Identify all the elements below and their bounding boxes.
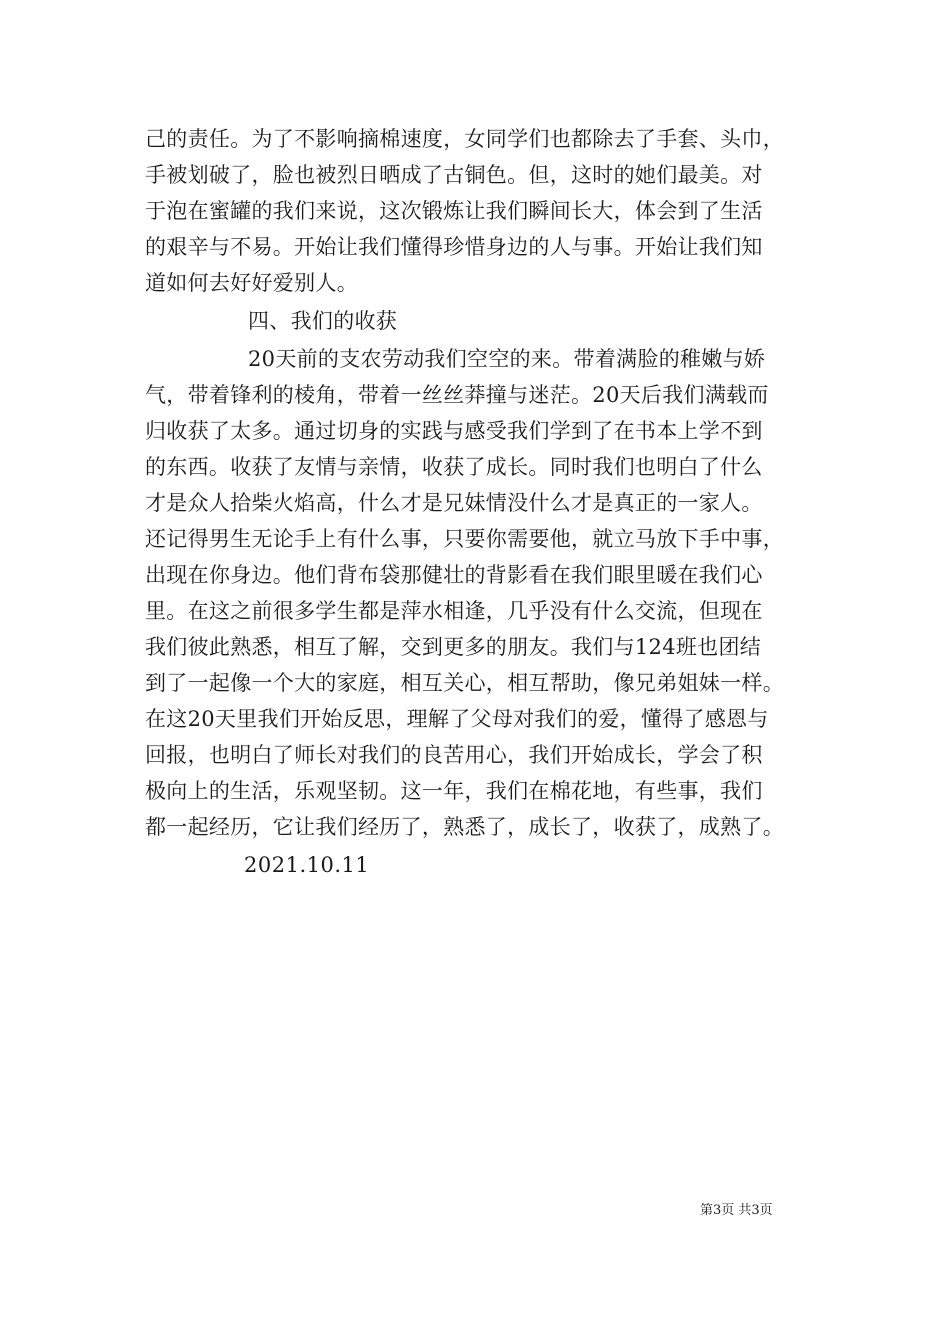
- body-line: 的艰辛与不易。开始让我们懂得珍惜身边的人与事。开始让我们知: [145, 235, 763, 259]
- body-line: 出现在你身边。他们背布袋那健壮的背影看在我们眼里暖在我们心: [145, 563, 763, 587]
- body-line: 于泡在蜜罐的我们来说，这次锻炼让我们瞬间长大，体会到了生活: [145, 199, 763, 223]
- body-line: 的东西。收获了友情与亲情，收获了成长。同时我们也明白了什么: [145, 455, 763, 479]
- body-line: 里。在这之前很多学生都是萍水相逢，几乎没有什么交流，但现在: [145, 599, 763, 623]
- body-line: 都一起经历，它让我们经历了，熟悉了，成长了，收获了，成熟了。: [145, 815, 784, 839]
- body-line: 己的责任。为了不影响摘棉速度，女同学们也都除去了手套、头巾，: [145, 127, 784, 151]
- body-line: 才是众人拾柴火焰高，什么才是兄妹情没什么才是真正的一家人。: [145, 491, 763, 515]
- body-line: 极向上的生活，乐观坚韧。这一年，我们在棉花地，有些事，我们: [145, 779, 763, 803]
- section-heading: 四、我们的收获: [248, 309, 398, 333]
- body-line: 手被划破了，脸也被烈日晒成了古铜色。但，这时的她们最美。对: [145, 163, 763, 187]
- page-indicator: 第3页 共3页: [700, 1203, 773, 1218]
- body-line: 回报，也明白了师长对我们的良苦用心，我们开始成长，学会了积: [145, 743, 763, 767]
- body-line: 还记得男生无论手上有什么事，只要你需要他，就立马放下手中事，: [145, 527, 784, 551]
- body-line: 在这20天里我们开始反思，理解了父母对我们的爱，懂得了感恩与: [145, 707, 769, 731]
- body-line: 归收获了太多。通过切身的实践与感受我们学到了在书本上学不到: [145, 419, 763, 443]
- body-line: 气，带着锋利的棱角，带着一丝丝莽撞与迷茫。20天后我们满载而: [145, 383, 769, 407]
- document-date: 2021.10.11: [244, 853, 370, 877]
- body-line: 道如何去好好爱别人。: [145, 271, 358, 295]
- body-line: 到了一起像一个大的家庭，相互关心，相互帮助，像兄弟姐妹一样。: [145, 671, 784, 695]
- body-line: 我们彼此熟悉，相互了解，交到更多的朋友。我们与124班也团结: [145, 635, 762, 659]
- body-line: 20天前的支农劳动我们空空的来。带着满脸的稚嫩与娇: [248, 347, 766, 371]
